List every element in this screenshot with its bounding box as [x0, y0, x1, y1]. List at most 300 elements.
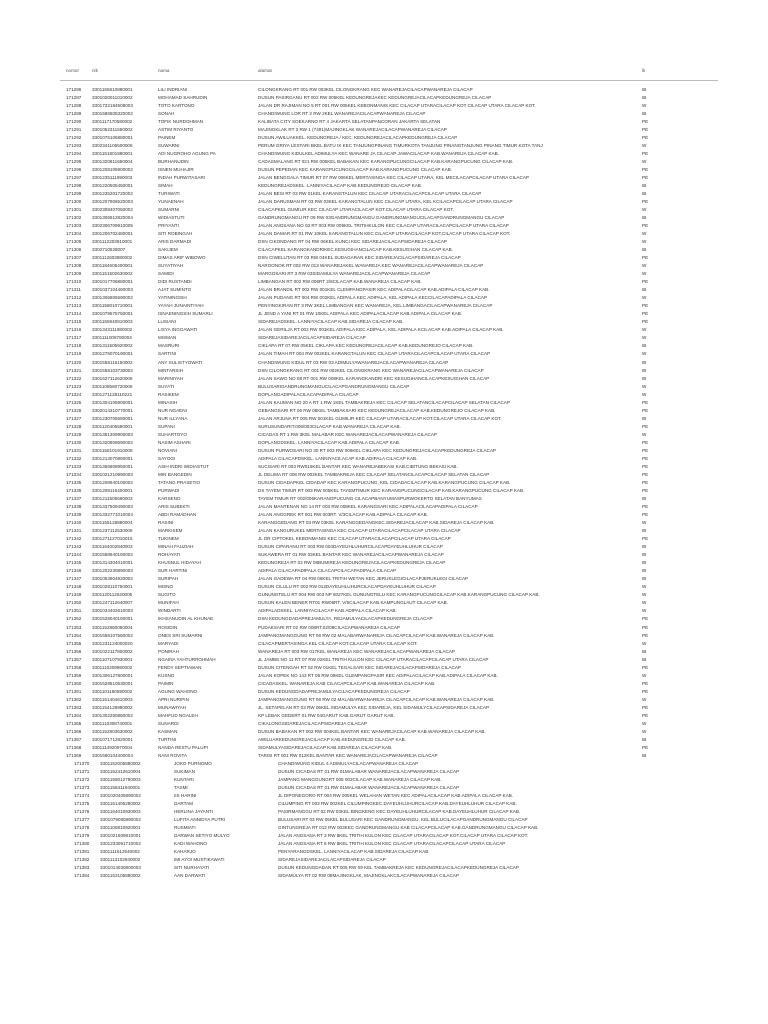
- cell-nomor: 171373: [74, 785, 90, 791]
- cell-nik: 3301112603880002: [92, 255, 133, 261]
- cell-nomor: 171381: [74, 849, 90, 855]
- cell-nik: 3301111008780004: [92, 335, 132, 341]
- cell-nik: 3301202230890003: [92, 568, 133, 574]
- cell-nomor: 171292: [66, 134, 82, 140]
- table-row: [0, 736, 768, 744]
- cell-alamat: CICADASKEL. WANAREJA.KAB CILACAPCILACAP KAB.WANAREJA CILACAP KAB.: [258, 680, 436, 686]
- cell-nomor: 171322: [66, 375, 82, 381]
- table-row: [0, 599, 768, 607]
- cell-lk: W: [642, 728, 647, 734]
- cell-alamat: DUSUN PURWOSARI NO 30 RT 003 RW 006KEL CIKLAPA KEC KEDUNGREJACILACAPKEDUNGREJA CILACAP: [258, 447, 497, 453]
- cell-nik: 3301207906520003: [92, 198, 133, 204]
- cell-nomor: 171367: [66, 736, 82, 742]
- cell-nomor: 171376: [74, 809, 90, 815]
- cell-nik: 3301528040160001: [92, 616, 133, 622]
- cell-nama: SURIPAH: [158, 576, 179, 582]
- cell-nama: ABDI RAMADHAN: [158, 512, 197, 518]
- cell-alamat: KP LEBAK GEDERT 01 RW 04GARUT KAB.GARUT GARUT KAB.: [258, 712, 395, 718]
- cell-nomor: 171290: [66, 118, 82, 124]
- cell-nik: 3301233091710002: [100, 841, 141, 847]
- cell-nik: 3301356808950001: [92, 463, 133, 469]
- cell-nama: MARYADI: [158, 640, 179, 646]
- cell-nama: KASMAN: [158, 728, 178, 734]
- table-row: [0, 415, 768, 423]
- cell-nomor: 171356: [66, 648, 82, 654]
- cell-nama: ADI NUGROHO AGUNG PA: [158, 150, 216, 156]
- cell-lk: PE: [642, 488, 649, 493]
- cell-lk: PE: [642, 174, 649, 180]
- cell-nomor: 171312: [66, 295, 82, 301]
- table-row: [0, 760, 768, 768]
- cell-nomor: 171350: [66, 600, 82, 606]
- cell-nama: SUKIMAN: [174, 769, 195, 775]
- table-row: [0, 784, 768, 792]
- cell-lk: PE: [642, 303, 649, 309]
- cell-nik: 3301732184508003: [92, 102, 133, 108]
- cell-nomor: 171291: [66, 126, 82, 132]
- cell-lk: W: [642, 608, 647, 614]
- table-row: [0, 110, 768, 118]
- cell-nama: YUNAENAH: [158, 198, 184, 204]
- cell-nik: 3301247112640007: [92, 600, 133, 606]
- cell-nik: 3301155810880001: [92, 86, 133, 92]
- cell-alamat: JALAN KOPEK NO 143 RT 05 RW 09KEL GLEMPANGPASIR KEC ADIPALACILACAP KAB.ADIPALA CILACAP KAB.: [258, 672, 498, 678]
- table-row: [0, 800, 768, 808]
- cell-nama: WIDIASTUTI: [158, 214, 185, 220]
- cell-nik: 3302341106500006: [92, 142, 133, 148]
- table-row: [0, 182, 768, 190]
- cell-nomor: 171341: [66, 528, 82, 534]
- table-row: [0, 632, 768, 640]
- table-row: [0, 487, 768, 495]
- cell-nik: 3301053904920002: [92, 576, 133, 582]
- table-row: [0, 624, 768, 632]
- cell-alamat: ADIPALA CILACAPDSKEL. LANNIYACILACAP KAB.ADIPALA CILACAP KAB.: [258, 455, 418, 461]
- cell-alamat: WANAREJA RT 003 RW 017KEL WANAREJA KEC WANAREJACILACAPWANAREJA CILACAP: [258, 648, 455, 654]
- cell-nomor: 171331: [66, 447, 82, 453]
- table-row: [0, 648, 768, 656]
- cell-nama: KADI WAHONO: [174, 841, 208, 847]
- table-row: [0, 326, 768, 334]
- cell-alamat: JL JAMBE NO 11 RT 07 RW 02KEL TRITIH KULON KEC CILACAP UTARACILACAPCILACAP UTARA CILACAP: [258, 656, 489, 662]
- cell-nama: RUSMIATI: [174, 825, 196, 831]
- table-row: [0, 615, 768, 623]
- cell-alamat: CHANDIWUNG KIDULKEL ADIMULYA KEC WANARE JA CILACAP JAWACILACAP KAB.WANAREJA CILACAP KAB.: [258, 150, 499, 156]
- cell-nama: SUHARTOYO: [158, 431, 187, 437]
- cell-nama: PONIRAH: [158, 648, 179, 654]
- cell-nama: APRI NURIPIN: [158, 696, 189, 702]
- table-row: [0, 350, 768, 358]
- cell-nomor: 171361: [66, 688, 82, 694]
- table-row: [0, 495, 768, 503]
- cell-alamat: JAMPANG MANGGUNGRT 005 002CILACAP KAB.WANAREJA CILACAP KAB.: [278, 777, 442, 783]
- cell-nomor: 171377: [74, 817, 90, 823]
- cell-alamat: SURUSUNDARIT.006/003CILACAP KAB.WANAREJA CILACAP KAB.: [258, 423, 401, 429]
- cell-alamat: PUDAKSARI RT 02 RW 008RT.02/08CILACAPWANAREJA CILACAP: [258, 624, 400, 630]
- cell-nama: SIMAH: [158, 182, 173, 188]
- cell-nik: 3302014310770001: [92, 407, 133, 413]
- cell-nama: FENDY SEPTIAWAN: [158, 664, 202, 670]
- cell-nomor: 171286: [66, 86, 82, 92]
- cell-nama: JOKO PURNOMO: [174, 761, 212, 767]
- cell-nama: NOVIANI: [158, 447, 177, 453]
- cell-lk: W: [642, 327, 647, 333]
- cell-nama: SUWARNI: [158, 142, 180, 148]
- cell-nik: 3301586505320002: [92, 110, 133, 116]
- cell-nik: 3301271127010015: [92, 536, 133, 542]
- cell-nama: KARSENO: [158, 496, 181, 502]
- table-row: [0, 198, 768, 206]
- cell-nik: 3301560104400004: [92, 752, 133, 758]
- cell-alamat: DUSUN KALEN BENER RT01 RW06RT. V/5CILACAP KAB.KAMPUNGLAUT CILACAP KAB.: [258, 600, 448, 606]
- cell-nomor: 171371: [74, 769, 90, 775]
- table-row: [0, 640, 768, 648]
- cell-nik: 3301627112620006: [92, 375, 133, 381]
- cell-nik: 3301079575750001: [92, 311, 133, 317]
- cell-alamat: JALAN ANGGREK RT 001 RW 003RT. V/3CILACAP KAB.ADIPALA CILACAP KAB.: [258, 512, 428, 518]
- table-row: [0, 238, 768, 246]
- cell-lk: PE: [642, 399, 649, 405]
- cell-nama: SUGITO: [158, 592, 176, 598]
- cell-nama: ARIS DARMADI: [158, 239, 192, 245]
- cell-nama: DARTAM: [174, 801, 193, 807]
- table-row: [0, 222, 768, 230]
- cell-nama: WINDARTI: [158, 608, 181, 614]
- table-row: [0, 712, 768, 720]
- table-row: [0, 583, 768, 591]
- cell-lk: IB: [642, 528, 647, 534]
- cell-nomor: 171293: [66, 142, 82, 148]
- cell-nomor: 171300: [66, 198, 82, 204]
- cell-lk: IB: [642, 375, 647, 381]
- table-row: [0, 278, 768, 286]
- table-row: [0, 439, 768, 447]
- table-row: [0, 383, 768, 391]
- table-row: [0, 262, 768, 270]
- table-row: [0, 86, 768, 94]
- cell-alamat: SUKAWERA RT 01 RW 03KEL BANTAR KEC WANAREJACILACAPWANAREJA CILACAP: [258, 552, 444, 558]
- table-row: [0, 102, 768, 110]
- cell-lk: PE: [642, 447, 649, 453]
- cell-nama: AGUNG WAHONO: [158, 688, 198, 694]
- cell-nik: 3301320811650004: [92, 158, 133, 164]
- cell-nik: 3301275070190001: [92, 351, 133, 357]
- cell-nomor: 171303: [66, 223, 82, 228]
- cell-nomor: 171287: [66, 94, 82, 100]
- cell-nama: MISNO: [158, 584, 174, 590]
- cell-lk: PE: [642, 712, 649, 718]
- table-row: [0, 535, 768, 543]
- table-row: [0, 503, 768, 511]
- table-row: [0, 816, 768, 824]
- cell-nama: ROHAYATI: [158, 552, 181, 558]
- cell-nomor: 171365: [66, 720, 82, 726]
- cell-lk: IB: [642, 552, 647, 558]
- cell-nik: 3301151404610003: [92, 696, 133, 702]
- table-row: [0, 479, 768, 487]
- cell-lk: PE: [642, 198, 649, 204]
- cell-nomor: 171372: [74, 777, 90, 783]
- cell-lk: PE: [642, 616, 649, 622]
- cell-alamat: SIDAREJADSKEL. LANNIYACILACAP KAB.SIDAREJA CILACAP KAB.: [258, 319, 404, 325]
- cell-alamat: JL. SETAPELAN RT 03 RW 05KEL SIDAMULYA KEC SIDAREJA, KEL SIDAMULYCILACAPSIDAREJA CILACAP: [258, 704, 490, 710]
- cell-nik: 3301302260860002: [92, 712, 133, 718]
- cell-alamat: JALAN PUDANG RT 004 RW 002KEL ADIPALA KEC ADIPALA, KEL ADIPALA KECCILACAPADIPALA CILACAP: [258, 295, 488, 301]
- cell-nama: TURTINI: [158, 736, 177, 742]
- cell-nomor: 171306: [66, 247, 82, 253]
- cell-nomor: 171353: [66, 624, 82, 630]
- cell-alamat: DUSUN CIDADAPKEL CIDADAP KEC KARANGPUCUNG, KEL CIDADACILACAP KAB.KARANGPUCUNG CILACAP KAB.: [258, 479, 511, 485]
- cell-nik: 3301231124000020: [92, 640, 133, 646]
- cell-nomor: 171382: [74, 857, 90, 863]
- cell-nama: SAYOGI: [158, 455, 176, 461]
- cell-nama: TATANG PRASETIO: [158, 479, 201, 485]
- cell-nomor: 171352: [66, 616, 82, 622]
- table-row: [0, 776, 768, 784]
- cell-nama: TUKINEM: [158, 536, 179, 542]
- cell-nomor: 171344: [66, 552, 82, 558]
- cell-nama: MAHFUD NGALEH: [158, 712, 198, 718]
- cell-alamat: LIMBANGAN RT 002 RW 006RT 2/6CILACAP KAB.WANAREJA CILACAP KAB.: [258, 279, 422, 285]
- cell-alamat: JAMPANGMANGGUNG RT 06 RW 02 MALABARWANAREJA CILACAPCILACAP KAB.WANAREJA CILACAP KAB.: [258, 632, 495, 638]
- cell-alamat: CHANDIWUNG KIDUL 4 ADIMULYACILACAPWANAREJA CILACAP: [278, 761, 419, 767]
- cell-nama: KUSNO: [158, 672, 175, 678]
- cell-nik: 3302710528007: [92, 247, 126, 253]
- cell-nomor: 171314: [66, 311, 82, 317]
- cell-nik: 3301158411940001: [100, 785, 141, 791]
- cell-nama: NASIM ASHARI: [158, 439, 191, 445]
- cell-nama: MUNIFAH: [158, 600, 179, 606]
- cell-nomor: 171342: [66, 536, 82, 542]
- cell-lk: W: [642, 520, 647, 526]
- cell-nama: ASTIM RIYANTO: [158, 126, 194, 132]
- cell-nama: SUMARNI: [158, 206, 180, 212]
- cell-nama: MINASIH: [158, 399, 178, 405]
- cell-lk: IB: [642, 182, 647, 188]
- table-row: [0, 214, 768, 222]
- cell-nomor: 171359: [66, 672, 82, 678]
- cell-nomor: 171318: [66, 343, 82, 349]
- table-row: [0, 680, 768, 688]
- cell-alamat: JAMPANGMANGGUNG RT 06 RW 02 MALABARWANAREJA CILACAPCILACAP KAB.WANAREJA CILACAP KAB.: [258, 696, 495, 702]
- cell-nik: 3301320808590002: [92, 439, 133, 445]
- cell-nik: 3301075106880001: [92, 134, 133, 140]
- cell-nik: 3301153105880002: [100, 873, 141, 879]
- cell-nomor: 171375: [74, 801, 90, 807]
- cell-alamat: DUSUN KEDUNGDADAPREJAMULYACILACAPKEDUNGREJA CILACAP: [258, 688, 410, 694]
- table-row: [0, 166, 768, 174]
- cell-nama: AAN DARWATI: [174, 873, 206, 879]
- cell-nomor: 171311: [66, 287, 81, 293]
- cell-nama: NUR NGAENI: [158, 407, 187, 413]
- cell-alamat: JALAN ANGSANA RT 6 RW 8KEL TRITIH KULON KEC CILACAP UTARACILACAPCILACAP UTARA CILACAP: [278, 841, 506, 847]
- table-row: [0, 302, 768, 310]
- table-row: [0, 407, 768, 415]
- cell-lk: PE: [642, 704, 649, 710]
- table-row: [0, 150, 768, 158]
- cell-alamat: ADIPALADSKEL. LANNIYACILACAP KAB.ADIPALA CILACAP KAB.: [258, 608, 397, 614]
- cell-nomor: 171364: [66, 712, 82, 718]
- cell-nik: 3301022117800002: [92, 648, 133, 654]
- cell-alamat: JALAN BRANDIL RT 002 RW 001KEL CLEMPANGPASIR KEC ADIPALACILACAP KAB.ADIPALA CILACAP KAB.: [258, 287, 490, 293]
- cell-lk: PE: [642, 279, 649, 285]
- cell-nik: 3301154128990002: [92, 704, 133, 710]
- cell-alamat: KEDUNGREJADSKEL. LANNIYACILACAP KAB.KEDUNGREJO CILACAP KAB.: [258, 182, 423, 188]
- cell-nik: 3301558116150002: [92, 359, 133, 365]
- cell-nomor: 171316: [66, 327, 82, 333]
- table-row: [0, 471, 768, 479]
- cell-lk: W: [642, 696, 647, 702]
- cell-alamat: TARISI RT 001 RW 012KEL BANTAR KEC WANAREJACILACAPWANAREJA CILACAP: [258, 752, 438, 758]
- cell-alamat: CILACAPKEL GUMILIR KEC CILACAP UTARACILACAP KOT.CILACAP UTARA CILACAP KOT.: [258, 206, 454, 212]
- cell-nama: IKHSANUDIN AL KHUNAE: [158, 616, 214, 622]
- table-row: [0, 310, 768, 318]
- cell-alamat: JALAN ARJUNA RT 005 RW 001KEL GUMILIR KEC CILACAP UTARACILACAP KOT.CILACAP UTARA CILACAP KOT.: [258, 415, 502, 421]
- cell-nomor: 171310: [66, 279, 82, 285]
- table-row: [0, 672, 768, 680]
- cell-lk: IB: [642, 560, 647, 566]
- cell-nama: DARWAN SETIYO MULYO: [174, 833, 230, 839]
- cell-nama: NUR ILLYANA: [158, 415, 188, 421]
- cell-nik: 3301314304010001: [92, 560, 133, 566]
- cell-nik: 3301304105900001: [92, 399, 133, 405]
- cell-alamat: JALAN DARUSMAN RT 03 RW 03KEL KARANGTALUN KEC CILACAP UTARA, KEL KCILACAPCILACAP UTARA CILACAP: [258, 198, 513, 204]
- cell-nik: 3301208940100002: [92, 479, 133, 485]
- cell-nomor: 171309: [66, 271, 82, 277]
- cell-alamat: JL DELIMA RT 008 RW 002KEL TAMBAKREJA KEC CILACAP SELATANCILACAPCILACAP SELATAN CILACAP: [258, 471, 490, 477]
- cell-nomor: 171363: [66, 704, 82, 710]
- table-row: [0, 607, 768, 615]
- cell-alamat: JALAN DR RAJIMAN NO 5 RT 001 RW 005KEL KEBONMANIS KEC CILACAP UTARACILACAP KOT CILACAP UTARA CILACAP KOT.: [258, 102, 536, 108]
- table-row: [0, 206, 768, 214]
- cell-alamat: SIDAMULYASIDAREJACILACAP KAB.SIDAREJA CILACAP KAB.: [258, 744, 393, 750]
- cell-lk: IB: [642, 190, 647, 196]
- cell-nomor: 171302: [66, 214, 82, 220]
- cell-alamat: KALIBATA CITY SOEKARNO RT 4 JAKARTA SELATANPANCORAN JAKARTA SELATAN: [258, 118, 441, 124]
- cell-nomor: 171319: [66, 351, 82, 357]
- cell-nik: 3301034402610003: [92, 608, 133, 614]
- cell-nomor: 171301: [66, 206, 82, 212]
- table-row: [0, 688, 768, 696]
- cell-lk: PE: [642, 688, 649, 694]
- cell-lk: W: [642, 391, 647, 397]
- table-row: [0, 118, 768, 126]
- cell-nik: 3301230705580001: [92, 415, 133, 421]
- cell-alamat: JALAN SAWO NO 08 RT 001 RW 008KEL KARANGKANDRI KEC KESUGIHANCILACAPKESUGIHAN CILACAP: [258, 375, 490, 381]
- cell-nik: 3301101160590002: [92, 688, 133, 694]
- cell-lk: PE: [642, 439, 649, 445]
- cell-nomor: 171288: [66, 102, 82, 108]
- cell-nik: 3301558940160002: [92, 552, 133, 558]
- cell-nomor: 171317: [66, 335, 82, 341]
- header-divider: [60, 80, 718, 81]
- cell-nik: 3301164010930003: [100, 809, 141, 815]
- cell-nik: 3301237112530006: [92, 528, 133, 534]
- table-row: [0, 656, 768, 664]
- cell-lk: PE: [642, 319, 649, 325]
- cell-nik: 3301107107930001: [92, 656, 133, 662]
- cell-nomor: 171351: [66, 608, 82, 614]
- cell-nama: ROSIDIN: [158, 624, 178, 630]
- cell-alamat: SUCISARI RT 003 RW015KEL BANTAR KEC WANAREJABEKASI KAB.CIBITUNG BEKASI KAB.: [258, 463, 458, 469]
- header-nik: nik: [92, 68, 98, 73]
- cell-nik: 3301164002840003: [92, 544, 133, 550]
- cell-nama: MISMAN: [158, 335, 177, 341]
- cell-alamat: SIDAMULYA RT 02 RW 08MAJINGKLAK, MAJINGKLAKCILACAPWANAREJA CILACAP: [278, 873, 459, 879]
- cell-alamat: JALAN BESI RT 03 RW 01KEL KARANGTALUN KEC CILACAP UTARACILACAPCILACAP UTARA CILACAP: [258, 190, 482, 196]
- cell-alamat: CILONGKRANG RT 001 RW 003KEL CILONGKRANG KEC WANAREJACILACAPWANAREJA CILACAP: [258, 86, 473, 92]
- cell-alamat: KARANGGEDANG RT 03 RW 03KEL KARANGGEDANGKEC.SIDAREJACILACAP KAB.SIDAREJA CILACAP KAB.: [258, 520, 495, 526]
- cell-alamat: JALAN KANGURUKEL MERTASINGA KEC CILACAP UTARACILACAPCILACAP UTARA CILACAP: [258, 528, 461, 534]
- cell-lk: IB: [642, 752, 647, 758]
- cell-lk: PE: [642, 664, 649, 670]
- cell-alamat: JALAN BENGGALA TIMUR RT 07 RW 006KEL MERTASINGA KEC CILACAP UTARA, KEL MECILACAPCILACAP UTARA CILACAP: [258, 174, 529, 180]
- cell-alamat: GANDRUNGMANGU RT 09 RW 03GANDRUNGMANGU GANDRUNGMANGUCILACAPGANDRUNGMANGU CILACAP: [258, 214, 505, 220]
- cell-alamat: DSN CIWELUTAN RT 03 RW 04KEL SUDAGARAN KEC SIDAREJACILACAPSIDAREJA CILACAP: [258, 255, 461, 261]
- table-row: [0, 720, 768, 728]
- table-row: [0, 551, 768, 559]
- cell-alamat: PENYINGKIRAN RT 3 RW 3KEL LIMBANGAN KEC WANAREJA, KEL LIMBANGACILACAPWANAREJA CILACAP: [258, 303, 493, 309]
- cell-alamat: GEBANGSARI RT 06 RW 06KEL TAMBAKSARI KEC KEDUNGREJACILACAP KAB.KEDUNGREJO CILACAP KAB.: [258, 407, 496, 413]
- cell-nomor: 171336: [66, 488, 82, 493]
- cell-nama: SITI ROBINGAH: [158, 231, 193, 237]
- table-row: [0, 399, 768, 407]
- cell-nomor: 171299: [66, 190, 82, 196]
- cell-nama: SUNARDI: [158, 720, 179, 726]
- cell-nama: PRIYANTI: [158, 223, 179, 228]
- cell-nomor: 171362: [66, 696, 82, 702]
- cell-nik: 3301306805590002: [92, 295, 133, 301]
- cell-alamat: DUSUN CILULU RT 002 RW 012DAYEUHLUHURCILACAPDAYEUHLUHUR CILACAP: [258, 584, 436, 590]
- table-row: [0, 824, 768, 832]
- table-row: [0, 342, 768, 350]
- cell-nama: ONES SRI SUMARNI: [158, 632, 203, 638]
- cell-nama: RASINI: [158, 520, 174, 526]
- cell-alamat: DUSUN CIPARANU RT 003 RW 004DAYEUHLUHURCILACAPDAYEUHLUHUR CILACAP: [258, 544, 443, 550]
- cell-nik: 3301020011010002: [92, 94, 133, 100]
- cell-alamat: SIDAREJASIDAREJACILACAPSIDAREJA CILACAP: [258, 335, 366, 341]
- cell-nomor: 171379: [74, 833, 90, 839]
- cell-nomor: 171320: [66, 359, 82, 365]
- cell-nik: 3301037104460003: [92, 287, 133, 293]
- cell-nomor: 171307: [66, 255, 82, 261]
- cell-lk: PE: [642, 632, 649, 638]
- cell-nomor: 171327: [66, 415, 82, 421]
- cell-lk: W: [642, 431, 647, 437]
- cell-alamat: MARGOSARI RT 3 RW 03SIDAMULYA WANAREJACILACAPWANAREJA CILACAP: [258, 271, 431, 277]
- cell-lk: W: [642, 383, 647, 389]
- cell-nomor: 171329: [66, 431, 82, 437]
- cell-nama: IMI AYOI MUSTIKAWATI: [174, 857, 225, 863]
- cell-lk: PE: [642, 126, 649, 132]
- cell-nik: 3301152005880002: [100, 761, 141, 767]
- cell-nik: 3301152860050004: [92, 624, 133, 630]
- table-row: [0, 94, 768, 102]
- cell-lk: PE: [642, 150, 649, 156]
- cell-alamat: GINTUNGREJA RT 012 RW 003KEC GANDRUNGMANGU KAB CILACAPCILACAP KAB.GANDRUNGMANGU CILACAP KAB.: [278, 825, 539, 831]
- cell-alamat: DUSUN CITENGAH RT 02 RW 01KEL TEGALSARI KEC SIDAREJACILACAPSIDAREJA CILACAP: [258, 664, 461, 670]
- cell-alamat: DUSUN KEDUNGDADAN RT 005 RW 09 KEL TAMBAKREJA KEC KEDUNGREJACILACAPKEDUNGREJA CILACAP: [278, 865, 519, 871]
- cell-lk: IB: [642, 576, 647, 582]
- cell-nama: SARTINI: [158, 351, 177, 357]
- cell-nama: NANI ROVITA: [158, 752, 188, 758]
- table-row: [0, 391, 768, 399]
- table-row: [0, 832, 768, 840]
- cell-alamat: CICADAS RT 1 RW 3KEL MALABAR KEC WANAREJACILACAPWANAREJA CILACAP: [258, 431, 437, 437]
- table-row: [0, 375, 768, 383]
- table-row: [0, 543, 768, 551]
- table-row: [0, 696, 768, 704]
